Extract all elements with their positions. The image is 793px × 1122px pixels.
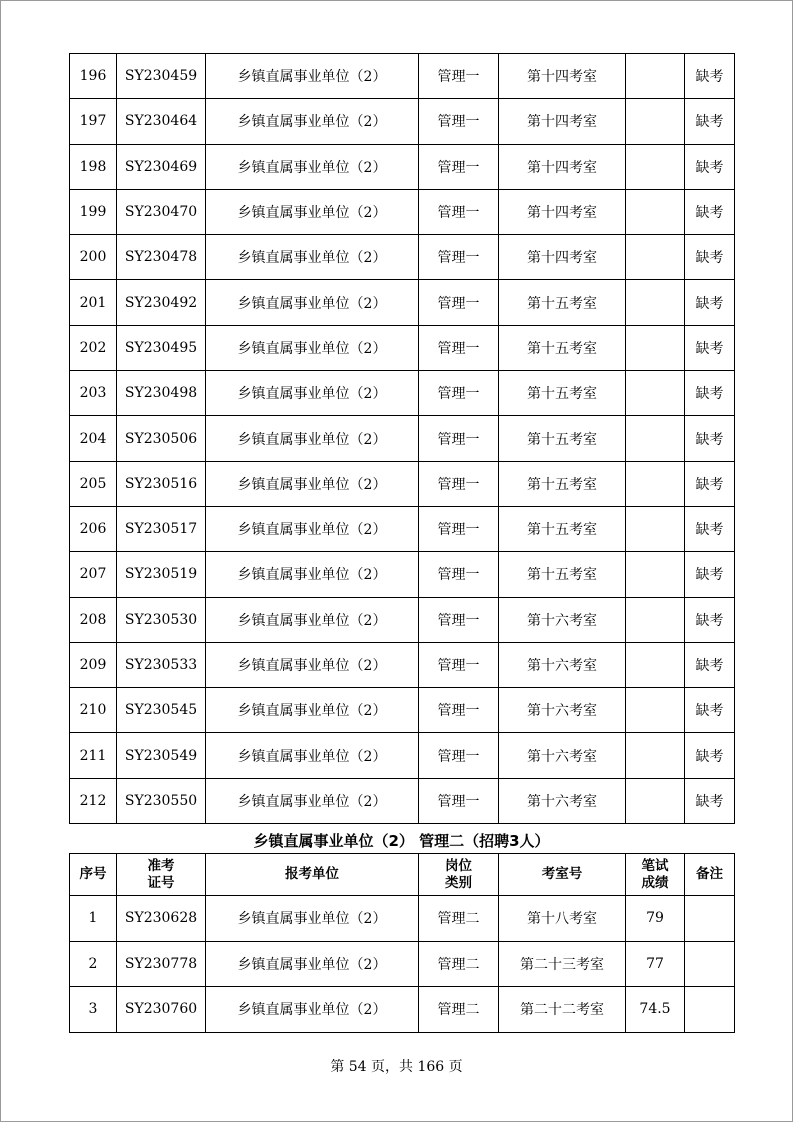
cell-room: 第二十三考室	[499, 941, 626, 987]
cell-seq: 196	[70, 54, 117, 99]
cell-remark: 缺考	[685, 688, 735, 733]
cell-seq: 207	[70, 552, 117, 597]
cell-seq: 2	[70, 941, 117, 987]
cell-room: 第十四考室	[499, 189, 626, 234]
cell-room: 第十四考室	[499, 144, 626, 189]
cell-room: 第十五考室	[499, 371, 626, 416]
header-ticket-no: 准考 证号	[117, 854, 206, 896]
cell-room: 第十四考室	[499, 54, 626, 99]
cell-seq: 199	[70, 189, 117, 234]
cell-remark: 缺考	[685, 235, 735, 280]
cell-post-type: 管理一	[419, 325, 499, 370]
cell-post-type: 管理一	[419, 99, 499, 144]
cell-unit: 乡镇直属事业单位（2）	[206, 506, 419, 551]
cell-score	[626, 778, 685, 823]
cell-score	[626, 189, 685, 234]
cell-seq: 208	[70, 597, 117, 642]
cell-seq: 212	[70, 778, 117, 823]
cell-remark: 缺考	[685, 506, 735, 551]
cell-unit: 乡镇直属事业单位（2）	[206, 733, 419, 778]
header-remark: 备注	[685, 854, 735, 896]
table-row	[70, 189, 735, 234]
cell-post-type: 管理一	[419, 416, 499, 461]
table-row	[70, 54, 735, 99]
cell-post-type: 管理一	[419, 189, 499, 234]
cell-unit: 乡镇直属事业单位（2）	[206, 896, 419, 942]
header-room: 考室号	[499, 854, 626, 896]
cell-room: 第十六考室	[499, 597, 626, 642]
cell-room: 第十五考室	[499, 552, 626, 597]
cell-score	[626, 235, 685, 280]
cell-ticket-no: SY230470	[117, 189, 206, 234]
cell-score: 79	[626, 896, 685, 942]
cell-score	[626, 688, 685, 733]
table-row	[70, 325, 735, 370]
table-row	[70, 987, 735, 1033]
cell-score	[626, 416, 685, 461]
cell-post-type: 管理二	[419, 987, 499, 1033]
cell-ticket-no: SY230495	[117, 325, 206, 370]
cell-unit: 乡镇直属事业单位（2）	[206, 371, 419, 416]
cell-seq: 3	[70, 987, 117, 1033]
cell-ticket-no: SY230464	[117, 99, 206, 144]
cell-score	[626, 461, 685, 506]
table-row	[70, 371, 735, 416]
cell-remark: 缺考	[685, 54, 735, 99]
cell-unit: 乡镇直属事业单位（2）	[206, 597, 419, 642]
cell-unit: 乡镇直属事业单位（2）	[206, 235, 419, 280]
cell-post-type: 管理一	[419, 733, 499, 778]
cell-room: 第十六考室	[499, 778, 626, 823]
cell-remark: 缺考	[685, 280, 735, 325]
cell-post-type: 管理一	[419, 552, 499, 597]
table-row	[70, 144, 735, 189]
cell-score	[626, 597, 685, 642]
cell-ticket-no: SY230516	[117, 461, 206, 506]
cell-room: 第二十二考室	[499, 987, 626, 1033]
cell-ticket-no: SY230478	[117, 235, 206, 280]
cell-seq: 205	[70, 461, 117, 506]
cell-post-type: 管理一	[419, 688, 499, 733]
table-row	[70, 280, 735, 325]
cell-ticket-no: SY230519	[117, 552, 206, 597]
cell-remark: 缺考	[685, 144, 735, 189]
cell-remark: 缺考	[685, 778, 735, 823]
cell-post-type: 管理一	[419, 371, 499, 416]
cell-seq: 200	[70, 235, 117, 280]
cell-post-type: 管理一	[419, 506, 499, 551]
cell-unit: 乡镇直属事业单位（2）	[206, 987, 419, 1033]
cell-ticket-no: SY230498	[117, 371, 206, 416]
table-row	[70, 778, 735, 823]
cell-unit: 乡镇直属事业单位（2）	[206, 461, 419, 506]
cell-room: 第十四考室	[499, 99, 626, 144]
table-row	[70, 941, 735, 987]
cell-seq: 197	[70, 99, 117, 144]
cell-score	[626, 371, 685, 416]
table-row	[70, 642, 735, 687]
cell-remark: 缺考	[685, 733, 735, 778]
cell-unit: 乡镇直属事业单位（2）	[206, 778, 419, 823]
cell-post-type: 管理一	[419, 54, 499, 99]
cell-score	[626, 99, 685, 144]
cell-ticket-no: SY230530	[117, 597, 206, 642]
cell-post-type: 管理一	[419, 778, 499, 823]
cell-unit: 乡镇直属事业单位（2）	[206, 189, 419, 234]
cell-seq: 206	[70, 506, 117, 551]
header-post-type: 岗位 类别	[419, 854, 499, 896]
cell-post-type: 管理一	[419, 597, 499, 642]
cell-remark: 缺考	[685, 642, 735, 687]
cell-remark: 缺考	[685, 416, 735, 461]
cell-post-type: 管理二	[419, 896, 499, 942]
table-row	[70, 416, 735, 461]
cell-post-type: 管理一	[419, 642, 499, 687]
cell-score	[626, 54, 685, 99]
table-row	[70, 552, 735, 597]
cell-post-type: 管理一	[419, 461, 499, 506]
cell-score	[626, 552, 685, 597]
cell-post-type: 管理一	[419, 235, 499, 280]
cell-remark: 缺考	[685, 552, 735, 597]
cell-remark: 缺考	[685, 461, 735, 506]
cell-score	[626, 325, 685, 370]
results-table-management-2	[69, 853, 735, 1033]
section-title: 乡镇直属事业单位（2） 管理二（招聘3人）	[253, 832, 550, 850]
cell-room: 第十四考室	[499, 235, 626, 280]
table-row	[70, 896, 735, 942]
cell-room: 第十八考室	[499, 896, 626, 942]
cell-remark	[685, 987, 735, 1033]
cell-ticket-no: SY230550	[117, 778, 206, 823]
cell-seq: 202	[70, 325, 117, 370]
cell-ticket-no: SY230459	[117, 54, 206, 99]
cell-unit: 乡镇直属事业单位（2）	[206, 99, 419, 144]
cell-post-type: 管理一	[419, 280, 499, 325]
cell-score	[626, 280, 685, 325]
table-row	[70, 506, 735, 551]
cell-unit: 乡镇直属事业单位（2）	[206, 552, 419, 597]
cell-score	[626, 506, 685, 551]
cell-remark: 缺考	[685, 597, 735, 642]
cell-room: 第十六考室	[499, 688, 626, 733]
cell-unit: 乡镇直属事业单位（2）	[206, 688, 419, 733]
header-unit: 报考单位	[206, 854, 419, 896]
cell-unit: 乡镇直属事业单位（2）	[206, 280, 419, 325]
cell-room: 第十五考室	[499, 416, 626, 461]
cell-ticket-no: SY230545	[117, 688, 206, 733]
table-row	[70, 688, 735, 733]
cell-room: 第十六考室	[499, 642, 626, 687]
cell-ticket-no: SY230549	[117, 733, 206, 778]
table-header-row	[70, 854, 735, 896]
header-score: 笔试 成绩	[626, 854, 685, 896]
cell-ticket-no: SY230760	[117, 987, 206, 1033]
cell-ticket-no: SY230469	[117, 144, 206, 189]
cell-ticket-no: SY230778	[117, 941, 206, 987]
page-number: 第 54 页，共 166 页	[330, 1059, 463, 1075]
cell-remark	[685, 896, 735, 942]
cell-unit: 乡镇直属事业单位（2）	[206, 325, 419, 370]
cell-unit: 乡镇直属事业单位（2）	[206, 642, 419, 687]
cell-room: 第十六考室	[499, 733, 626, 778]
cell-score: 77	[626, 941, 685, 987]
table-row	[70, 99, 735, 144]
table-row	[70, 235, 735, 280]
table-row	[70, 733, 735, 778]
cell-seq: 210	[70, 688, 117, 733]
cell-ticket-no: SY230517	[117, 506, 206, 551]
cell-post-type: 管理一	[419, 144, 499, 189]
cell-unit: 乡镇直属事业单位（2）	[206, 144, 419, 189]
cell-remark: 缺考	[685, 99, 735, 144]
cell-unit: 乡镇直属事业单位（2）	[206, 941, 419, 987]
cell-ticket-no: SY230628	[117, 896, 206, 942]
cell-room: 第十五考室	[499, 506, 626, 551]
header-seq: 序号	[70, 854, 117, 896]
cell-seq: 201	[70, 280, 117, 325]
cell-seq: 203	[70, 371, 117, 416]
cell-ticket-no: SY230492	[117, 280, 206, 325]
cell-unit: 乡镇直属事业单位（2）	[206, 54, 419, 99]
cell-room: 第十五考室	[499, 461, 626, 506]
cell-remark	[685, 941, 735, 987]
cell-seq: 209	[70, 642, 117, 687]
results-table-management-1	[69, 53, 735, 824]
cell-seq: 211	[70, 733, 117, 778]
cell-remark: 缺考	[685, 325, 735, 370]
cell-score	[626, 144, 685, 189]
cell-seq: 204	[70, 416, 117, 461]
cell-unit: 乡镇直属事业单位（2）	[206, 416, 419, 461]
cell-score	[626, 733, 685, 778]
cell-room: 第十五考室	[499, 325, 626, 370]
cell-room: 第十五考室	[499, 280, 626, 325]
cell-seq: 1	[70, 896, 117, 942]
cell-seq: 198	[70, 144, 117, 189]
table-row	[70, 597, 735, 642]
cell-remark: 缺考	[685, 189, 735, 234]
cell-ticket-no: SY230506	[117, 416, 206, 461]
cell-score	[626, 642, 685, 687]
cell-remark: 缺考	[685, 371, 735, 416]
cell-ticket-no: SY230533	[117, 642, 206, 687]
cell-post-type: 管理二	[419, 941, 499, 987]
cell-score: 74.5	[626, 987, 685, 1033]
table-row	[70, 461, 735, 506]
